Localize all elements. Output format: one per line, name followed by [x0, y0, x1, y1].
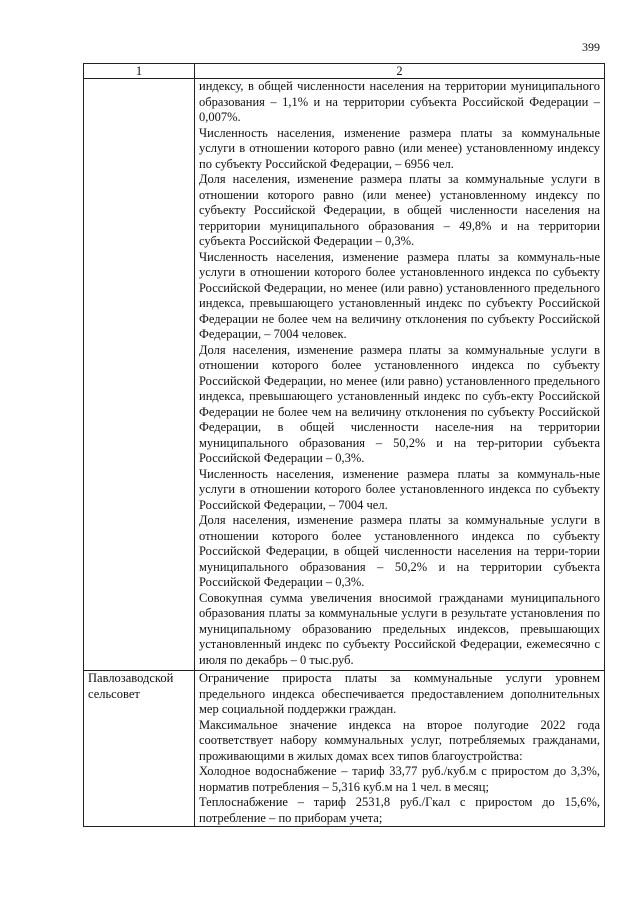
table-row	[84, 79, 605, 671]
document-table	[83, 63, 605, 827]
row-2-paragraph: Холодное водоснабжение – тариф 33,77 руб./куб.м с приростом до 3,3%, норматив потребления – 5,316 куб.м на 1 чел. в месяц;	[199, 764, 600, 794]
table-row	[84, 671, 605, 827]
row-1-paragraph: индексу, в общей численности населения на территории муниципального образования – 1,1% и на территории субъекта Российской Федерации – 0,007%.	[199, 79, 600, 124]
row-1-paragraph: Совокупная сумма увеличения вносимой гражданами муниципального образования платы за коммунальные услуги в результате установления по муниципальному образованию предельных индексов, превышающих установленный индекс по субъекту Российской Федерации, ежемесячно с июля по декабрь – 0 тыс.руб.	[199, 590, 600, 667]
row-1-paragraph: Численность населения, изменение размера платы за коммунальные услуги в отношении которого равно (или менее) установленному индексу по субъекту Российской Федерации, – 6956 чел.	[199, 125, 600, 171]
row-1-label-cell	[84, 79, 195, 671]
row-1-paragraph: Доля населения, изменение размера платы за коммунальные услуги в отношении которого равно (или менее) установленному индексу по субъекту Российской Федерации, в общей численности населения на территории муниципального образования – 49,8% и на территории субъекта Российской Федерации – 0,3%.	[199, 172, 600, 248]
page-number: 399	[582, 40, 600, 54]
row-2-content-cell	[195, 671, 605, 827]
row-1-content-cell	[195, 79, 605, 671]
table-header-row	[84, 64, 605, 79]
row-2-paragraph: Ограничение прироста платы за коммунальные услуги уровнем предельного индекса обеспечивается предоставлением дополнительных мер социальной поддержки граждан.	[199, 671, 600, 716]
municipality-name-line: Павлозаводской	[88, 671, 174, 685]
municipality-name-line: сельсовет	[88, 686, 140, 701]
row-1-paragraph: Доля населения, изменение размера платы за коммунальные услуги в отношении которого более установленного индекса по субъекту Российской Федерации, в общей численности населения на терри-тории муниципального образования – 50,2% и на территории субъекта Российской Федерации – 0,3%.	[199, 513, 600, 589]
row-1-paragraph: Численность населения, изменение размера платы за коммуналь-ные услуги в отношении которого более установленного индекса по субъекту Российской Федерации, – 7004 чел.	[199, 466, 600, 512]
row-1-paragraph: Численность населения, изменение размера платы за коммуналь-ные услуги в отношении которого более установленного индекса по субъекту Российской Федерации, но менее (или равно) установленного предельного индекса, превышающего установленный индекс по субъекту Российской Федерации не более чем на величину отклонения по субъекту Российской Федерации, – 7004 человек.	[199, 249, 600, 341]
row-1-paragraph: Доля населения, изменение размера платы за коммунальные услуги в отношении которого более установленного индекса по субъекту Российской Федерации, но менее (или равно) установленного предельного индекса, превышающего установленный индекс по субъ-екту Российской Федерации не более чем на величину отклонения по субъекту Российской Федерации, в общей численности населе-ния на территории муниципального образования – 50,2% и на тер-ритории субъекта Российской Федерации – 0,3%.	[199, 342, 600, 465]
row-2-label-cell	[84, 671, 195, 827]
column-header-1: 1	[84, 64, 195, 79]
row-2-paragraph: Теплоснабжение – тариф 2531,8 руб./Гкал с приростом до 15,6%, потребление – по приборам учета;	[199, 795, 600, 825]
row-2-paragraph: Максимальное значение индекса на второе полугодие 2022 года соответствует набору коммунальных услуг, потребляемых гражданами, проживающими в жилых домах всех типов благоустройства:	[199, 717, 600, 763]
column-header-2: 2	[195, 64, 605, 79]
